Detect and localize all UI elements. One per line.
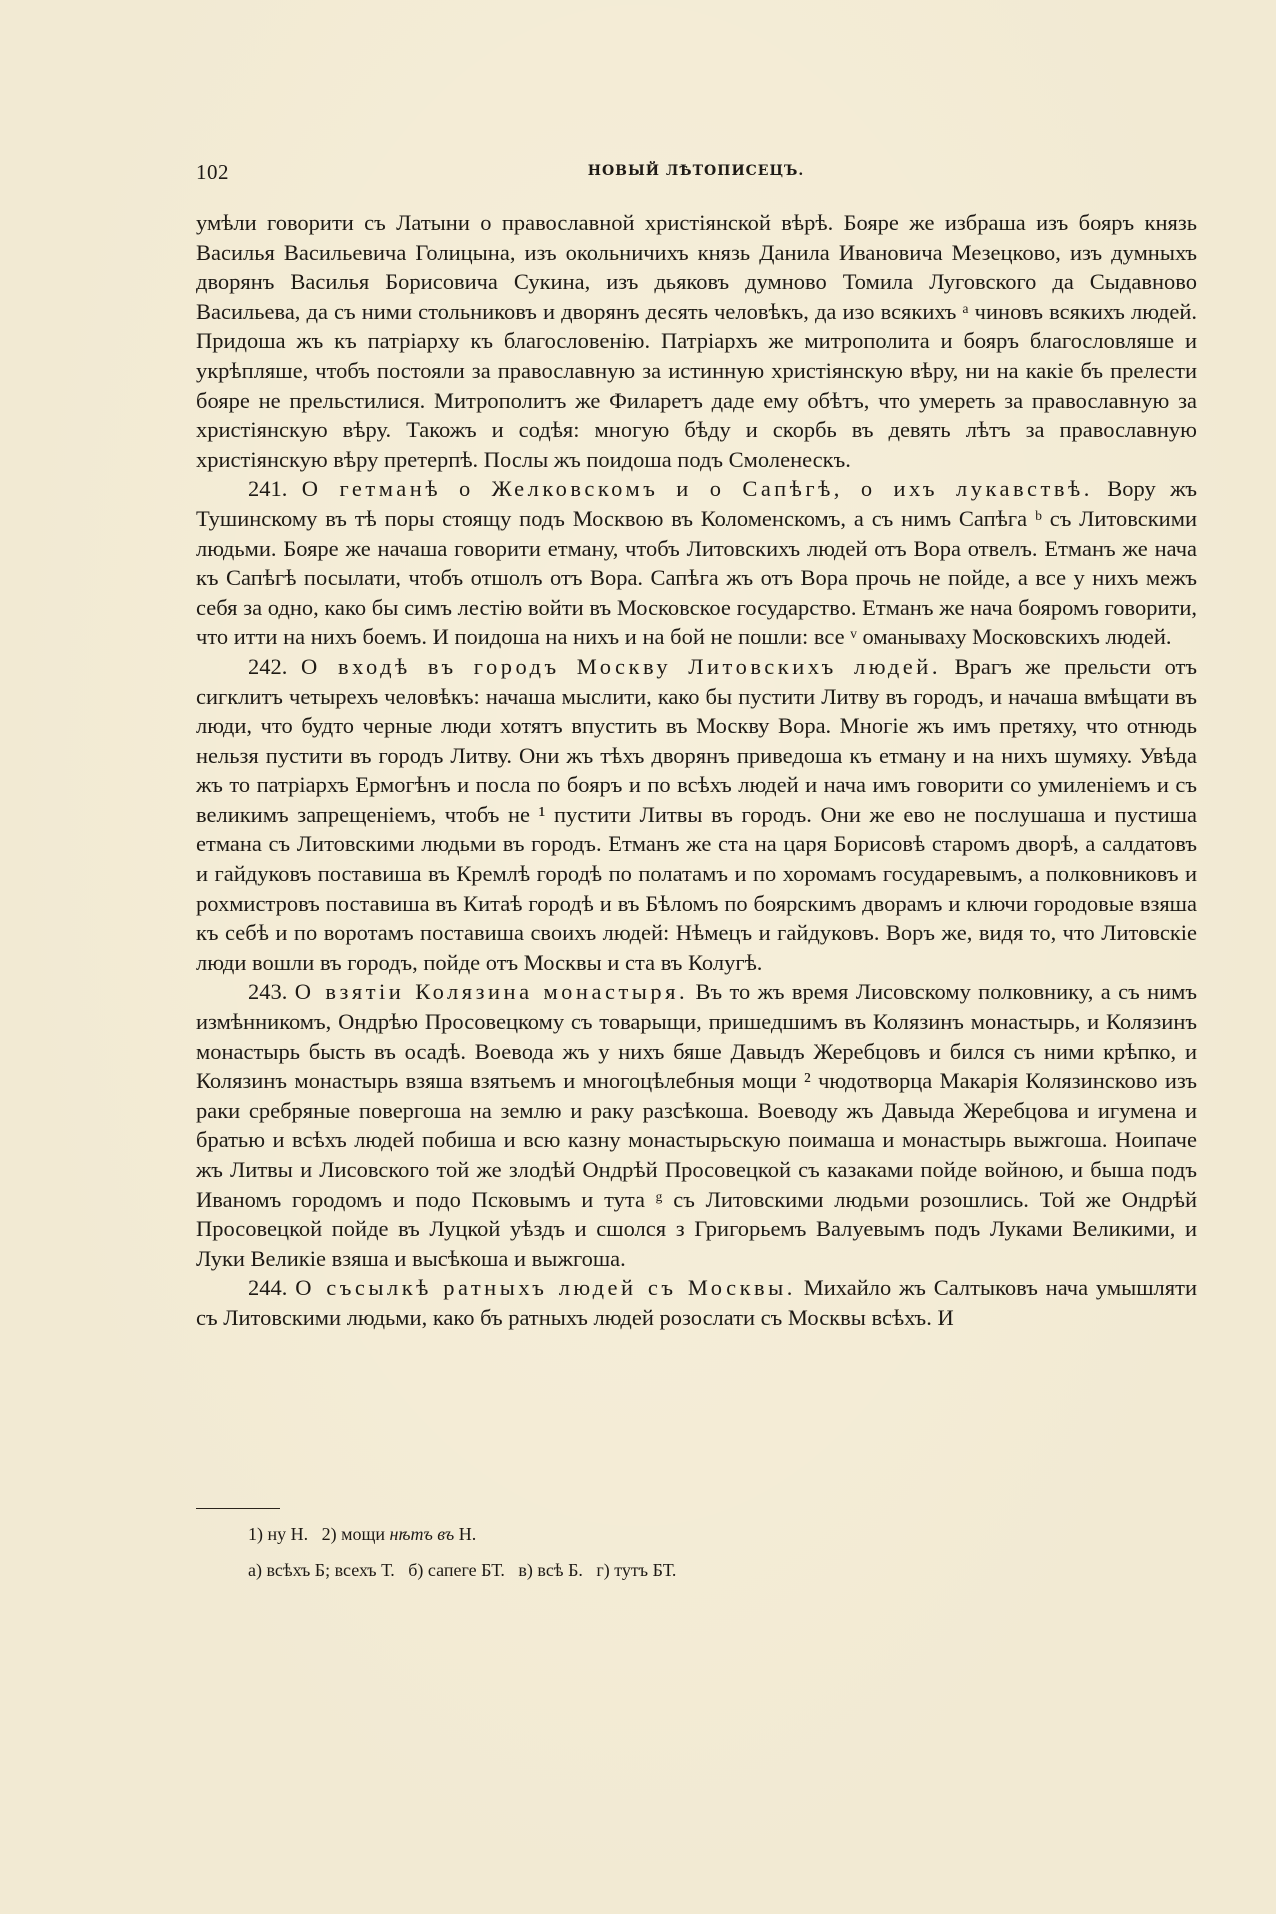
paragraph-242	[196, 652, 1197, 978]
paragraph-text: Михайло жъ Салтыковъ нача умышляти съ Литовскими людьми, како бъ ратныхъ людей розослати съ Москвы всѣхъ. И	[196, 1275, 1198, 1330]
footnote-text: Н.	[458, 1524, 477, 1544]
footnote-lettered: а) всѣхъ Б; всехъ Т. б) сапеге БТ. в) всѣ Б. г) тутъ БТ.	[248, 1560, 677, 1580]
footnote-italic: нѣтъ въ	[389, 1524, 455, 1544]
footnote-text: мощи	[341, 1524, 386, 1544]
paragraph-text: Вору жъ Тушинскому въ тѣ поры стоящу подъ Москвою въ Коломенскомъ, а съ нимъ Сапѣга ᵇ съ Литовскими людьми. Бояре же начаша говорити етману, чтобъ Литовскихъ людей отъ Вора отвелъ. Етманъ же нача къ Сапѣгѣ посылати, чтобъ отшолъ отъ Вора. Сапѣга жъ отъ Вора прочь не пойде, а все у нихъ межъ себя за одно, како бы симъ лестію войти въ Московское государство. Етманъ же нача бояромъ говорити, что итти на нихъ боемъ. И поидоша на нихъ и на бой не пошли: все ᵛ оманываху Московскихъ людей.	[196, 476, 1198, 650]
paragraph-heading: О съсылкѣ ратныхъ людей съ Москвы.	[295, 1275, 796, 1301]
paragraph-243	[196, 977, 1197, 1273]
main-text	[196, 208, 1197, 1333]
paragraph-number: 242.	[248, 653, 288, 679]
paragraph-number: 244.	[248, 1275, 288, 1301]
paragraph-heading: О взятіи Колязина монастыря.	[294, 979, 689, 1005]
paragraph-continuation	[196, 208, 1197, 474]
page-header	[196, 160, 1196, 190]
footnote-numeric	[248, 1523, 1196, 1545]
paragraph-text: Врагъ же прельсти отъ сигклитъ четырехъ человѣкъ: начаша мыслити, како бы пустити Литву въ городъ, и начаша вмѣщати въ люди, что будто черные люди хотятъ впустить въ Москву Вора. Многіе жъ имъ претяху, что отнюдь нельзя пустити въ городъ Литву. Они жъ тѣхъ дворянъ приведоша къ етману и на нихъ шумяху. Увѣда жъ то патріархъ Ермогѣнъ и посла по бояръ и по всѣхъ людей и нача имъ говорити со умиленіемъ и съ великимъ запрещеніемъ, чтобъ не ¹ пустити Литвы въ городъ. Они же ево не послушаша и пустиша етмана съ Литовскими людьми въ городъ. Етманъ же ста на царя Борисовѣ старомъ дворѣ, а салдатовъ и гайдуковъ поставиша въ Кремлѣ городѣ по полатамъ и по хоромамъ государевымъ, а полковниковъ и рохмистровъ поставиша въ Китаѣ городѣ и въ Бѣломъ по боярскимъ дворамъ и ключи городовые взяша къ себѣ и по воротамъ поставиша своихъ людей: Нѣмецъ и гайдуковъ. Воръ же, видя то, что Литовскіе люди вошли въ городъ, пойде отъ Москвы и ста въ Колугѣ.	[196, 653, 1198, 975]
running-title: НОВЫЙ ЛѢТОПИСЕЦЪ.	[587, 163, 805, 179]
page-number: 102	[196, 160, 229, 184]
paragraph-text: Въ то жъ время Лисовскому полковнику, а съ нимъ измѣнникомъ, Ондрѣю Просовецкому съ товарыщи, пришедшимъ въ Колязинъ монастырь, и Колязинъ монастырь бысть въ осадѣ. Воевода жъ у нихъ бяше Давыдъ Жеребцовъ и бился съ ними крѣпко, и Колязинъ монастырь взяша взятьемъ и многоцѣлебныя мощи ² чюдотворца Макарія Колязинсково изъ раки сребряные повергоша на землю и раку разсѣкоша. Воеводу жъ Давыда Жеребцова и игумена и братью и всѣхъ людей побиша и всю казну монастырьскую поимаша и монастырь выжгоша. Ноипаче жъ Литвы и Лисовского той же злодѣй Ондрѣй Просовецкой съ казаками пойде войною, и быша подъ Иваномъ городомъ и подо Псковымъ и тута ᵍ съ Литовскими людьми розошлись. Той же Ондрѣй Просовецкой пойде въ Луцкой уѣздъ и сшолся з Григорьемъ Валуевымъ подъ Луками Великими, и Луки Великіе взяша и высѣкоша и выжгоша.	[196, 979, 1198, 1271]
footnotes	[196, 1508, 1196, 1595]
paragraph-244	[196, 1273, 1197, 1332]
footnote-mark: 1)	[248, 1524, 263, 1544]
footnote-text: ну Н.	[267, 1524, 309, 1544]
footnote-rule	[196, 1508, 280, 1509]
paragraph-text: умѣли говорити съ Латыни о православной христіянской вѣрѣ. Бояре же избраша изъ бояръ князь Василья Васильевича Голицына, изъ окольничихъ князь Данила Ивановича Мезецково, изъ думныхъ дворянъ Василья Борисовича Сукина, изъ дьяковъ думново Томила Луговского да Сыдавново Васильева, да съ ними стольниковъ и дворянъ десять человѣкъ, да изо всякихъ ᵃ чиновъ всякихъ людей. Придоша жъ къ патріарху къ благословенію. Патріархъ же митрополита и бояръ благословляше и укрѣпляше, чтобъ постояли за православную за истинную христіянскую вѣру, ни на какіе бъ прелести бояре не прельстилися. Митрополитъ же Филаретъ даде ему обѣтъ, что умереть за православную за христіянскую вѣру. Такожъ и содѣя: многую бѣду и скорбь въ девять лѣтъ за православную христіянскую вѣру претерпѣ. Послы жъ поидоша подъ Смоленескъ.	[196, 210, 1197, 472]
paragraph-heading: О гетманѣ о Желковскомъ и о Сапѣгѣ, о ихъ лукавствѣ.	[301, 476, 1093, 502]
paragraph-number: 241.	[248, 476, 288, 502]
paragraph-heading: О входѣ въ городъ Москву Литовскихъ людей.	[301, 653, 941, 679]
paragraph-number: 243.	[248, 979, 288, 1005]
paragraph-241	[196, 474, 1197, 652]
footnote-mark: 2)	[321, 1524, 337, 1544]
